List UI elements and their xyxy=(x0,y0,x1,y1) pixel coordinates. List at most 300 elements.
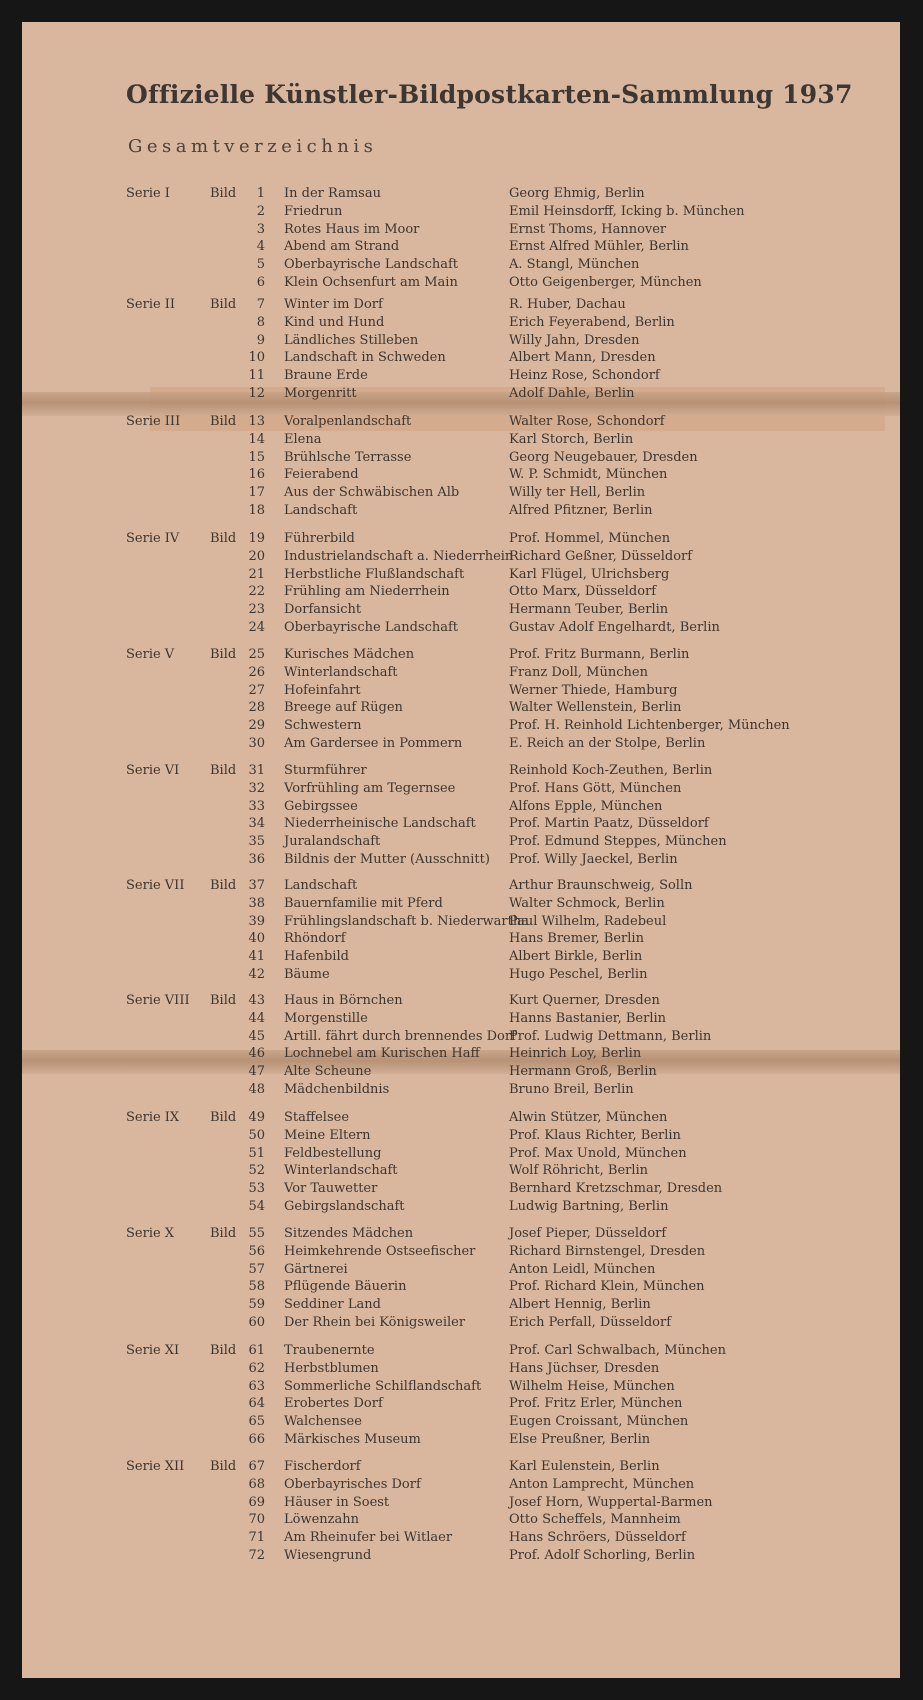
artist-name: Arthur Braunschweig, Solln xyxy=(509,878,693,893)
bild-label: Bild xyxy=(210,1226,237,1241)
artist-name: Karl Storch, Berlin xyxy=(509,431,634,447)
serie-label: Serie II xyxy=(126,297,176,312)
catalog-row xyxy=(22,1476,900,1494)
artist-name: Erich Feyerabend, Berlin xyxy=(509,314,675,330)
catalog-row xyxy=(22,221,900,239)
artist-name: Hugo Peschel, Berlin xyxy=(509,967,648,982)
catalog-row xyxy=(22,717,900,735)
catalog-row xyxy=(22,203,900,221)
picture-title: Oberbayrische Landschaft xyxy=(284,620,459,635)
catalog-row xyxy=(22,851,900,869)
bild-number: 70 xyxy=(248,1512,265,1528)
bild-number: 62 xyxy=(248,1360,265,1376)
artist-name: Hanns Bastanier, Berlin xyxy=(509,1010,667,1026)
artist-name: Kurt Querner, Dresden xyxy=(509,993,660,1008)
catalog-row xyxy=(22,601,900,619)
catalog-row xyxy=(22,413,900,431)
catalog-row xyxy=(22,815,900,833)
bild-number: 61 xyxy=(248,1343,265,1358)
picture-title: Feldbestellung xyxy=(284,1145,382,1161)
serie-label: Serie I xyxy=(126,186,170,201)
catalog-row xyxy=(22,1413,900,1431)
bild-number: 65 xyxy=(248,1414,265,1430)
picture-title: Feierabend xyxy=(284,467,359,483)
picture-title: Märkisches Museum xyxy=(284,1432,421,1447)
artist-name: Hermann Teuber, Berlin xyxy=(509,602,669,618)
catalog-row xyxy=(22,1431,900,1449)
picture-title: In der Ramsau xyxy=(284,186,381,201)
artist-name: Albert Mann, Dresden xyxy=(509,350,656,366)
serie-label: Serie VII xyxy=(126,878,185,893)
picture-title: Löwenzahn xyxy=(284,1512,359,1528)
artist-name: Albert Birkle, Berlin xyxy=(509,949,643,965)
artist-name: Paul Wilhelm, Radebeul xyxy=(509,913,667,929)
picture-title: Aus der Schwäbischen Alb xyxy=(284,485,460,501)
catalog-row xyxy=(22,431,900,449)
catalog-row xyxy=(22,735,900,753)
artist-name: Walter Schmock, Berlin xyxy=(509,895,665,911)
picture-title: Am Gardersee in Pommern xyxy=(284,736,463,751)
bild-number: 28 xyxy=(248,700,265,716)
bild-number: 44 xyxy=(248,1010,265,1026)
catalog-row xyxy=(22,699,900,717)
artist-name: Wolf Röhricht, Berlin xyxy=(509,1163,649,1179)
bild-number: 64 xyxy=(248,1396,265,1412)
catalog-row xyxy=(22,185,900,203)
picture-title: Oberbayrisches Dorf xyxy=(284,1476,421,1492)
bild-number: 46 xyxy=(248,1046,265,1062)
bild-number: 9 xyxy=(256,332,265,348)
serie-label: Serie IV xyxy=(126,531,180,546)
serie-label: Serie XII xyxy=(126,1459,185,1474)
document-title: Offizielle Künstler-Bildpostkarten-Sammlung 1937 xyxy=(126,80,853,109)
artist-name: Albert Hennig, Berlin xyxy=(509,1297,651,1313)
bild-number: 42 xyxy=(248,967,265,982)
bild-number: 67 xyxy=(248,1459,265,1474)
artist-name: Alfons Epple, München xyxy=(509,798,663,814)
artist-name: Adolf Dahle, Berlin xyxy=(509,386,635,401)
bild-number: 69 xyxy=(248,1494,265,1510)
artist-name: Ludwig Bartning, Berlin xyxy=(509,1199,669,1214)
artist-name: Bernhard Kretzschmar, Dresden xyxy=(509,1181,723,1197)
catalog-row xyxy=(22,449,900,467)
bild-number: 41 xyxy=(248,949,265,965)
bild-number: 6 xyxy=(256,275,265,290)
artist-name: Prof. Adolf Schorling, Berlin xyxy=(509,1548,696,1563)
artist-name: Prof. Willy Jaeckel, Berlin xyxy=(509,852,678,867)
artist-name: Ernst Thoms, Hannover xyxy=(509,221,667,237)
artist-name: Emil Heinsdorff, Icking b. München xyxy=(509,203,745,219)
artist-name: Heinz Rose, Schondorf xyxy=(509,368,660,384)
artist-name: Walter Wellenstein, Berlin xyxy=(509,700,682,716)
catalog-row xyxy=(22,1511,900,1529)
picture-title: Erobertes Dorf xyxy=(284,1396,383,1412)
bild-number: 51 xyxy=(248,1145,265,1161)
picture-title: Rotes Haus im Moor xyxy=(284,221,420,237)
catalog-row xyxy=(22,256,900,274)
catalog-row xyxy=(22,1342,900,1360)
catalog-row xyxy=(22,762,900,780)
picture-title: Kurisches Mädchen xyxy=(284,647,415,662)
picture-title: Schwestern xyxy=(284,718,362,734)
bild-label: Bild xyxy=(210,186,237,201)
artist-name: Heinrich Loy, Berlin xyxy=(509,1046,642,1062)
bild-number: 38 xyxy=(248,895,265,911)
picture-title: Winterlandschaft xyxy=(284,1163,398,1179)
artist-name: Prof. H. Reinhold Lichtenberger, München xyxy=(509,718,790,734)
bild-number: 20 xyxy=(248,548,265,564)
artist-name: Josef Pieper, Düsseldorf xyxy=(509,1226,667,1241)
picture-title: Abend am Strand xyxy=(284,239,400,255)
picture-title: Seddiner Land xyxy=(284,1297,381,1313)
picture-title: Landschaft xyxy=(284,878,358,893)
bild-label: Bild xyxy=(210,1343,237,1358)
bild-number: 34 xyxy=(248,816,265,832)
bild-number: 40 xyxy=(248,931,265,947)
catalog-row xyxy=(22,1010,900,1028)
picture-title: Rhöndorf xyxy=(284,931,346,947)
catalog-row xyxy=(22,1458,900,1476)
artist-name: Otto Geigenberger, München xyxy=(509,275,702,290)
catalog-row xyxy=(22,1395,900,1413)
catalog-row xyxy=(22,1180,900,1198)
artist-name: Gustav Adolf Engelhardt, Berlin xyxy=(509,620,720,635)
picture-title: Landschaft in Schweden xyxy=(284,350,446,366)
picture-title: Bäume xyxy=(284,967,330,982)
picture-title: Landschaft xyxy=(284,503,358,518)
bild-label: Bild xyxy=(210,297,237,312)
artist-name: Anton Leidl, München xyxy=(509,1261,656,1277)
artist-name: Josef Horn, Wuppertal-Barmen xyxy=(509,1494,713,1510)
bild-number: 32 xyxy=(248,780,265,796)
bild-label: Bild xyxy=(210,878,237,893)
bild-number: 45 xyxy=(248,1028,265,1044)
bild-number: 37 xyxy=(248,878,265,893)
bild-number: 72 xyxy=(248,1548,265,1563)
bild-number: 50 xyxy=(248,1127,265,1143)
bild-number: 21 xyxy=(248,566,265,582)
picture-title: Klein Ochsenfurt am Main xyxy=(284,275,458,290)
bild-number: 47 xyxy=(248,1064,265,1080)
catalog-row xyxy=(22,1109,900,1127)
catalog-row xyxy=(22,349,900,367)
artist-name: Georg Ehmig, Berlin xyxy=(509,186,645,201)
picture-title: Artill. fährt durch brennendes Dorf xyxy=(284,1028,516,1044)
picture-title: Alte Scheune xyxy=(284,1064,372,1080)
bild-number: 53 xyxy=(248,1181,265,1197)
catalog-row xyxy=(22,798,900,816)
picture-title: Braune Erde xyxy=(284,368,368,384)
catalog-row xyxy=(22,682,900,700)
catalog-row xyxy=(22,992,900,1010)
artist-name: Wilhelm Heise, München xyxy=(509,1378,675,1394)
catalog-row xyxy=(22,1529,900,1547)
picture-title: Oberbayrische Landschaft xyxy=(284,257,459,273)
picture-title: Traubenernte xyxy=(284,1343,375,1358)
bild-number: 54 xyxy=(248,1199,265,1214)
catalog-row xyxy=(22,1045,900,1063)
bild-number: 26 xyxy=(248,664,265,680)
bild-number: 3 xyxy=(256,221,265,237)
artist-name: R. Huber, Dachau xyxy=(509,297,626,312)
bild-number: 1 xyxy=(256,186,265,201)
artist-name: Prof. Richard Klein, München xyxy=(509,1279,705,1295)
picture-title: Pflügende Bäuerin xyxy=(284,1279,407,1295)
catalog-row xyxy=(22,1278,900,1296)
catalog-row xyxy=(22,1127,900,1145)
artist-name: Else Preußner, Berlin xyxy=(509,1432,651,1447)
bild-label: Bild xyxy=(210,531,237,546)
artist-name: Hans Jüchser, Dresden xyxy=(509,1360,660,1376)
artist-name: Reinhold Koch-Zeuthen, Berlin xyxy=(509,763,713,778)
picture-title: Friedrun xyxy=(284,203,343,219)
picture-title: Fischerdorf xyxy=(284,1459,361,1474)
catalog-row xyxy=(22,646,900,664)
artist-name: Hans Bremer, Berlin xyxy=(509,931,644,947)
catalog-row xyxy=(22,1081,900,1099)
picture-title: Haus in Börnchen xyxy=(284,993,403,1008)
picture-title: Walchensee xyxy=(284,1414,362,1430)
artist-name: Willy ter Hell, Berlin xyxy=(509,485,646,501)
artist-name: Georg Neugebauer, Dresden xyxy=(509,449,698,465)
catalog-row xyxy=(22,966,900,984)
bild-number: 23 xyxy=(248,602,265,618)
serie-label: Serie V xyxy=(126,647,175,662)
bild-number: 4 xyxy=(256,239,265,255)
artist-name: Prof. Max Unold, München xyxy=(509,1145,687,1161)
bild-number: 15 xyxy=(248,449,265,465)
bild-number: 16 xyxy=(248,467,265,483)
picture-title: Voralpenlandschaft xyxy=(284,414,412,429)
catalog-row xyxy=(22,1145,900,1163)
catalog-row xyxy=(22,1360,900,1378)
picture-title: Vorfrühling am Tegernsee xyxy=(284,780,456,796)
picture-title: Meine Eltern xyxy=(284,1127,371,1143)
picture-title: Am Rheinufer bei Witlaer xyxy=(284,1530,453,1546)
artist-name: Prof. Carl Schwalbach, München xyxy=(509,1343,726,1358)
postcard-index-sheet xyxy=(22,22,900,1678)
picture-title: Führerbild xyxy=(284,531,355,546)
artist-name: Prof. Ludwig Dettmann, Berlin xyxy=(509,1028,712,1044)
bild-number: 2 xyxy=(256,203,265,219)
document-subtitle: Gesamtverzeichnis xyxy=(128,136,378,157)
artist-name: Otto Marx, Düsseldorf xyxy=(509,584,657,600)
serie-label: Serie VIII xyxy=(126,993,190,1008)
bild-number: 49 xyxy=(248,1110,265,1125)
artist-name: Prof. Hans Gött, München xyxy=(509,780,682,796)
catalog-row xyxy=(22,1225,900,1243)
artist-name: E. Reich an der Stolpe, Berlin xyxy=(509,736,706,751)
catalog-row xyxy=(22,1547,900,1565)
catalog-row xyxy=(22,466,900,484)
picture-title: Kind und Hund xyxy=(284,314,385,330)
serie-label: Serie VI xyxy=(126,763,180,778)
bild-number: 25 xyxy=(248,647,265,662)
picture-title: Morgenstille xyxy=(284,1010,368,1026)
picture-title: Mädchenbildnis xyxy=(284,1082,390,1097)
picture-title: Häuser in Soest xyxy=(284,1494,390,1510)
picture-title: Wiesengrund xyxy=(284,1548,372,1563)
bild-number: 27 xyxy=(248,682,265,698)
catalog-row xyxy=(22,895,900,913)
picture-title: Gebirgslandschaft xyxy=(284,1199,405,1214)
catalog-row xyxy=(22,367,900,385)
bild-label: Bild xyxy=(210,763,237,778)
artist-name: Richard Birnstengel, Dresden xyxy=(509,1243,706,1259)
bild-number: 5 xyxy=(256,257,265,273)
artist-name: Karl Eulenstein, Berlin xyxy=(509,1459,660,1474)
artist-name: Alwin Stützer, München xyxy=(509,1110,668,1125)
bild-label: Bild xyxy=(210,1110,237,1125)
picture-title: Bildnis der Mutter (Ausschnitt) xyxy=(284,852,490,867)
bild-number: 43 xyxy=(248,993,265,1008)
bild-number: 66 xyxy=(248,1432,265,1447)
artist-name: Erich Perfall, Düsseldorf xyxy=(509,1315,672,1330)
picture-title: Breege auf Rügen xyxy=(284,700,403,716)
bild-number: 18 xyxy=(248,503,265,518)
picture-title: Bauernfamilie mit Pferd xyxy=(284,895,443,911)
bild-number: 35 xyxy=(248,834,265,850)
bild-number: 14 xyxy=(248,431,265,447)
serie-label: Serie XI xyxy=(126,1343,180,1358)
bild-number: 29 xyxy=(248,718,265,734)
catalog-row xyxy=(22,385,900,403)
artist-name: Prof. Klaus Richter, Berlin xyxy=(509,1127,681,1143)
catalog-row xyxy=(22,566,900,584)
catalog-row xyxy=(22,877,900,895)
bild-label: Bild xyxy=(210,647,237,662)
bild-number: 13 xyxy=(248,414,265,429)
catalog-row xyxy=(22,583,900,601)
catalog-row xyxy=(22,948,900,966)
artist-name: Willy Jahn, Dresden xyxy=(509,332,640,348)
artist-name: Prof. Fritz Burmann, Berlin xyxy=(509,647,690,662)
picture-title: Frühlingslandschaft b. Niederwartha xyxy=(284,913,529,929)
artist-name: Anton Lamprecht, München xyxy=(509,1476,695,1492)
catalog-row xyxy=(22,1243,900,1261)
picture-title: Hofeinfahrt xyxy=(284,682,361,698)
picture-title: Elena xyxy=(284,431,322,447)
serie-label: Serie III xyxy=(126,414,181,429)
catalog-row xyxy=(22,274,900,292)
serie-label: Serie IX xyxy=(126,1110,180,1125)
artist-name: A. Stangl, München xyxy=(509,257,640,273)
artist-name: Prof. Martin Paatz, Düsseldorf xyxy=(509,816,709,832)
artist-name: Ernst Alfred Mühler, Berlin xyxy=(509,239,689,255)
picture-title: Gärtnerei xyxy=(284,1261,348,1277)
bild-number: 10 xyxy=(248,350,265,366)
picture-title: Heimkehrende Ostseefischer xyxy=(284,1243,476,1259)
catalog-row xyxy=(22,1494,900,1512)
picture-title: Ländliches Stilleben xyxy=(284,332,419,348)
bild-label: Bild xyxy=(210,414,237,429)
bild-number: 56 xyxy=(248,1243,265,1259)
catalog-row xyxy=(22,332,900,350)
picture-title: Sommerliche Schilflandschaft xyxy=(284,1378,482,1394)
bild-label: Bild xyxy=(210,993,237,1008)
catalog-row xyxy=(22,502,900,520)
bild-number: 48 xyxy=(248,1082,265,1097)
bild-number: 39 xyxy=(248,913,265,929)
picture-title: Brühlsche Terrasse xyxy=(284,449,412,465)
bild-number: 17 xyxy=(248,485,265,501)
catalog-row xyxy=(22,913,900,931)
bild-number: 22 xyxy=(248,584,265,600)
bild-number: 52 xyxy=(248,1163,265,1179)
artist-name: Prof. Edmund Steppes, München xyxy=(509,834,727,850)
bild-number: 8 xyxy=(256,314,265,330)
catalog-row xyxy=(22,833,900,851)
picture-title: Herbstliche Flußlandschaft xyxy=(284,566,465,582)
picture-title: Gebirgssee xyxy=(284,798,358,814)
artist-name: Walter Rose, Schondorf xyxy=(509,414,665,429)
picture-title: Juralandschaft xyxy=(284,834,381,850)
catalog-row xyxy=(22,1296,900,1314)
artist-name: Richard Geßner, Düsseldorf xyxy=(509,548,693,564)
picture-title: Niederrheinische Landschaft xyxy=(284,816,476,832)
catalog-row xyxy=(22,238,900,256)
catalog-row xyxy=(22,1162,900,1180)
bild-number: 71 xyxy=(248,1530,265,1546)
picture-title: Sturmführer xyxy=(284,763,367,778)
catalog-row xyxy=(22,296,900,314)
bild-number: 12 xyxy=(248,386,265,401)
artist-name: Werner Thiede, Hamburg xyxy=(509,682,678,698)
artist-name: Hans Schröers, Düsseldorf xyxy=(509,1530,686,1546)
picture-title: Winterlandschaft xyxy=(284,664,398,680)
bild-number: 31 xyxy=(248,763,265,778)
bild-number: 7 xyxy=(256,297,265,312)
catalog-row xyxy=(22,1198,900,1216)
picture-title: Der Rhein bei Königsweiler xyxy=(284,1315,466,1330)
catalog-row xyxy=(22,1314,900,1332)
bild-number: 58 xyxy=(248,1279,265,1295)
bild-number: 30 xyxy=(248,736,265,751)
bild-number: 55 xyxy=(248,1226,265,1241)
bild-number: 36 xyxy=(248,852,265,867)
artist-name: Karl Flügel, Ulrichsberg xyxy=(509,566,670,582)
picture-title: Winter im Dorf xyxy=(284,297,383,312)
picture-title: Staffelsee xyxy=(284,1110,350,1125)
artist-name: Alfred Pfitzner, Berlin xyxy=(509,503,653,518)
catalog-row xyxy=(22,530,900,548)
catalog-row xyxy=(22,1261,900,1279)
bild-number: 63 xyxy=(248,1378,265,1394)
picture-title: Sitzendes Mädchen xyxy=(284,1226,414,1241)
picture-title: Frühling am Niederrhein xyxy=(284,584,450,600)
catalog-row xyxy=(22,930,900,948)
picture-title: Morgenritt xyxy=(284,386,357,401)
catalog-row xyxy=(22,1063,900,1081)
artist-name: Bruno Breil, Berlin xyxy=(509,1082,634,1097)
bild-number: 33 xyxy=(248,798,265,814)
bild-label: Bild xyxy=(210,1459,237,1474)
bild-number: 60 xyxy=(248,1315,265,1330)
picture-title: Industrielandschaft a. Niederrhein xyxy=(284,548,514,564)
picture-title: Dorfansicht xyxy=(284,602,362,618)
bild-number: 11 xyxy=(248,368,265,384)
bild-number: 19 xyxy=(248,531,265,546)
catalog-row xyxy=(22,1378,900,1396)
picture-title: Herbstblumen xyxy=(284,1360,379,1376)
artist-name: Prof. Hommel, München xyxy=(509,531,671,546)
artist-name: Prof. Fritz Erler, München xyxy=(509,1396,683,1412)
catalog-row xyxy=(22,1028,900,1046)
catalog-row xyxy=(22,548,900,566)
catalog-row xyxy=(22,780,900,798)
catalog-row xyxy=(22,314,900,332)
catalog-row xyxy=(22,664,900,682)
